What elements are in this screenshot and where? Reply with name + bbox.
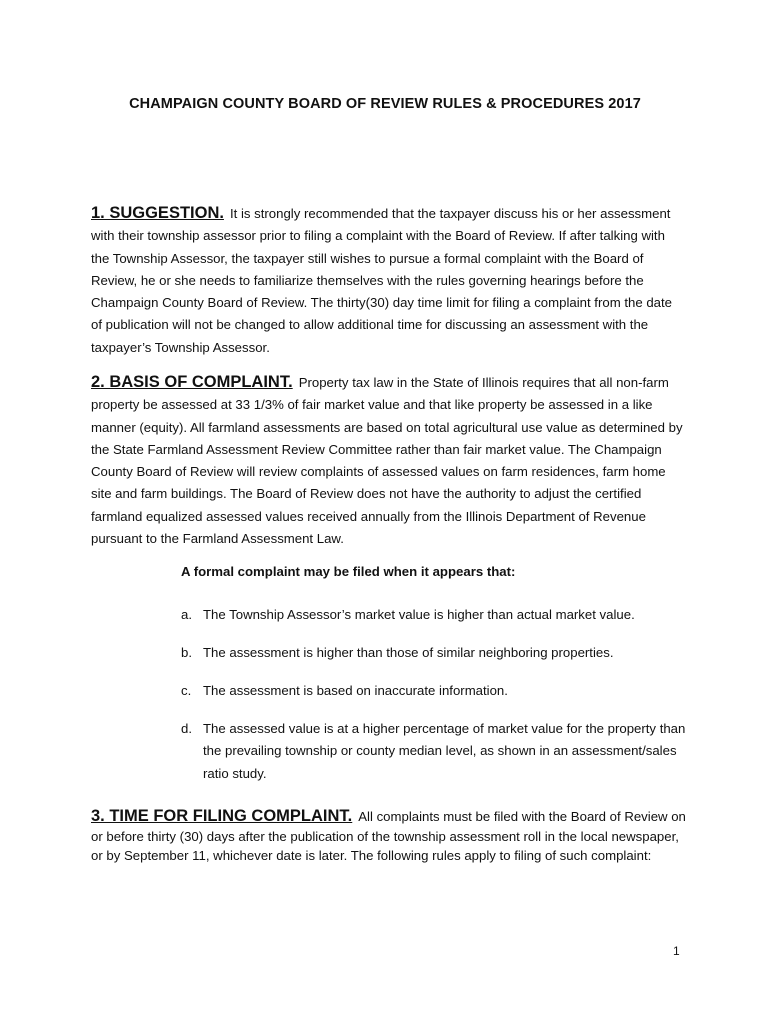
list-item [181, 718, 686, 785]
document-title: CHAMPAIGN COUNTY BOARD OF REVIEW RULES & PROCEDURES 2017 [129, 96, 641, 112]
list-marker: b. [181, 645, 192, 660]
section-body: It is strongly recommended that the taxpayer discuss his or her assessment with their township assessor prior to filing a complaint with the Board of Review. If after talking with the Township Assessor, the taxpayer still wishes to pursue a formal complaint with the Board of Review, he or she needs to familiarize themselves with the rules governing hearings before the Champaign County Board of Review. The thirty(30) day time limit for filing a complaint from the date of publication will not be changed to allow additional time for discussing an assessment with the taxpayer’s Township Assessor. [91, 206, 673, 355]
section-time-for-filing [91, 807, 686, 866]
list-item-text: The assessed value is at a higher percentage of market value for the property than the prevailing township or county median level, as shown in an assessment/sales ratio study. [203, 721, 686, 781]
section-body: All complaints must be filed with the Board of Review on or before thirty (30) days after the publication of the township assessment roll in the local newspaper, or by September 11, whichever date is later. The following rules apply to filing of such complaint: [91, 809, 686, 864]
page-number: 1 [673, 944, 680, 958]
section-body: Property tax law in the State of Illinois requires that all non-farm property be assessed at 33 1/3% of fair market value and that like property be assessed in a like manner (equity). All farmland assessments are based on total agricultural use value as determined by the State Farmland Assessment Review Committee rather than fair market value. The Champaign County Board of Review will review complaints of assessed values on farm residences, farm home site and farm buildings. The Board of Review does not have the authority to adjust the certified farmland equalized assessed values received annually from the Illinois Department of Revenue pursuant to the Farmland Assessment Law. [91, 375, 683, 547]
list-marker: a. [181, 607, 192, 622]
section-heading: 2. BASIS OF COMPLAINT. [91, 373, 293, 391]
section-suggestion [91, 202, 686, 359]
list-item [181, 604, 686, 626]
list-marker: d. [181, 721, 192, 736]
list-item-text: The assessment is based on inaccurate information. [203, 683, 508, 698]
section-heading: 3. TIME FOR FILING COMPLAINT. [91, 807, 353, 825]
list-item-text: The Township Assessor’s market value is higher than actual market value. [203, 607, 635, 622]
section-basis-of-complaint [91, 371, 686, 550]
list-marker: c. [181, 683, 192, 698]
section-heading: 1. SUGGESTION. [91, 204, 224, 222]
complaint-list-intro: A formal complaint may be filed when it appears that: [181, 564, 516, 579]
list-item [181, 680, 686, 702]
list-item [181, 642, 686, 664]
list-item-text: The assessment is higher than those of similar neighboring properties. [203, 645, 614, 660]
